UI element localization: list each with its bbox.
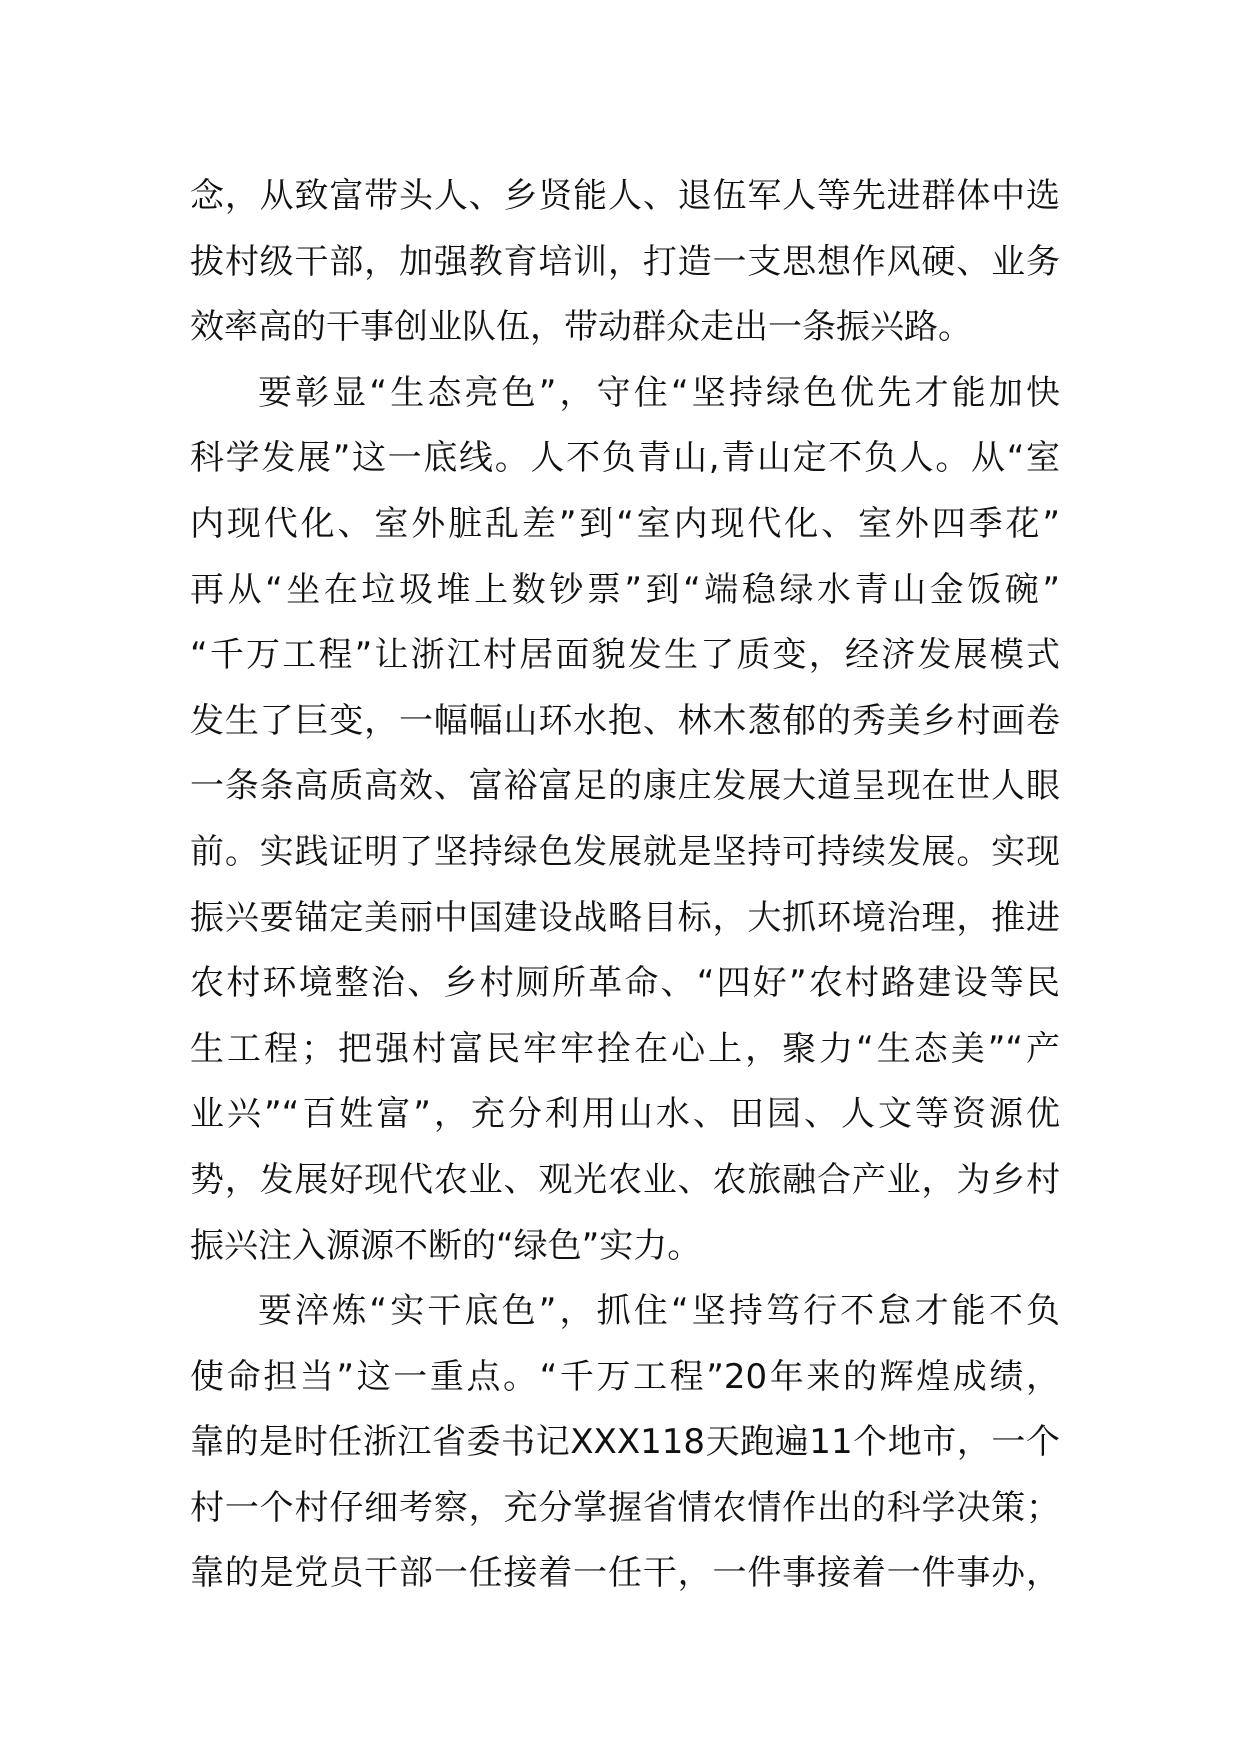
text-line: 使命担当”这一重点。“千万工程”20年来的辉煌成绩， (190, 1356, 1060, 1397)
text-line: 前。实践证明了坚持绿色发展就是坚持可持续发展。实现 (190, 831, 1060, 872)
text-line: 拔村级干部，加强教育培训，打造一支思想作风硬、业务 (190, 241, 1060, 282)
text-line: 村一个村仔细考察，充分掌握省情农情作出的科学决策； (190, 1487, 1060, 1528)
text-line: 念，从致富带头人、乡贤能人、退伍军人等先进群体中选 (190, 176, 1060, 216)
paragraph-start-line: 要淬炼“实干底色”，抓住“坚持笃行不怠才能不负 (258, 1291, 1060, 1332)
paragraph-start-line: 要彰显“生态亮色”，守住“坚持绿色优先才能加快 (258, 372, 1060, 413)
text-line: 势，发展好现代农业、观光农业、农旅融合产业，为乡村 (190, 1159, 1060, 1200)
body-text (190, 164, 1060, 1607)
text-line: 生工程；把强村富民牢牢拴在心上，聚力“生态美”“产 (190, 1028, 1060, 1069)
text-line: 靠的是时任浙江省委书记XXX118天跑遍11个地市，一个 (190, 1422, 1060, 1463)
text-line: 一条条高质高效、富裕富足的康庄发展大道呈现在世人眼 (190, 766, 1060, 807)
text-line: 靠的是党员干部一任接着一任干，一件事接着一件事办， (190, 1553, 1060, 1594)
text-line: 振兴要锚定美丽中国建设战略目标，大抓环境治理，推进 (190, 897, 1060, 938)
text-line: 发生了巨变，一幅幅山环水抱、林木葱郁的秀美乡村画卷 (190, 700, 1060, 741)
text-line: 内现代化、室外脏乱差”到“室内现代化、室外四季花” (190, 503, 1060, 544)
text-line: 振兴注入源源不断的“绿色”实力。 (190, 1225, 702, 1266)
text-line: “千万工程”让浙江村居面貌发生了质变，经济发展模式 (190, 635, 1060, 676)
text-line: 业兴”“百姓富”，充分利用山水、田园、人文等资源优 (190, 1094, 1060, 1135)
text-line: 再从“坐在垃圾堆上数钞票”到“端稳绿水青山金饭碗” (190, 569, 1060, 610)
text-line: 农村环境整治、乡村厕所革命、“四好”农村路建设等民 (190, 963, 1060, 1004)
text-line: 效率高的干事创业队伍，带动群众走出一条振兴路。 (190, 307, 972, 348)
text-line: 科学发展”这一底线。人不负青山,青山定不负人。从“室 (190, 438, 1060, 479)
